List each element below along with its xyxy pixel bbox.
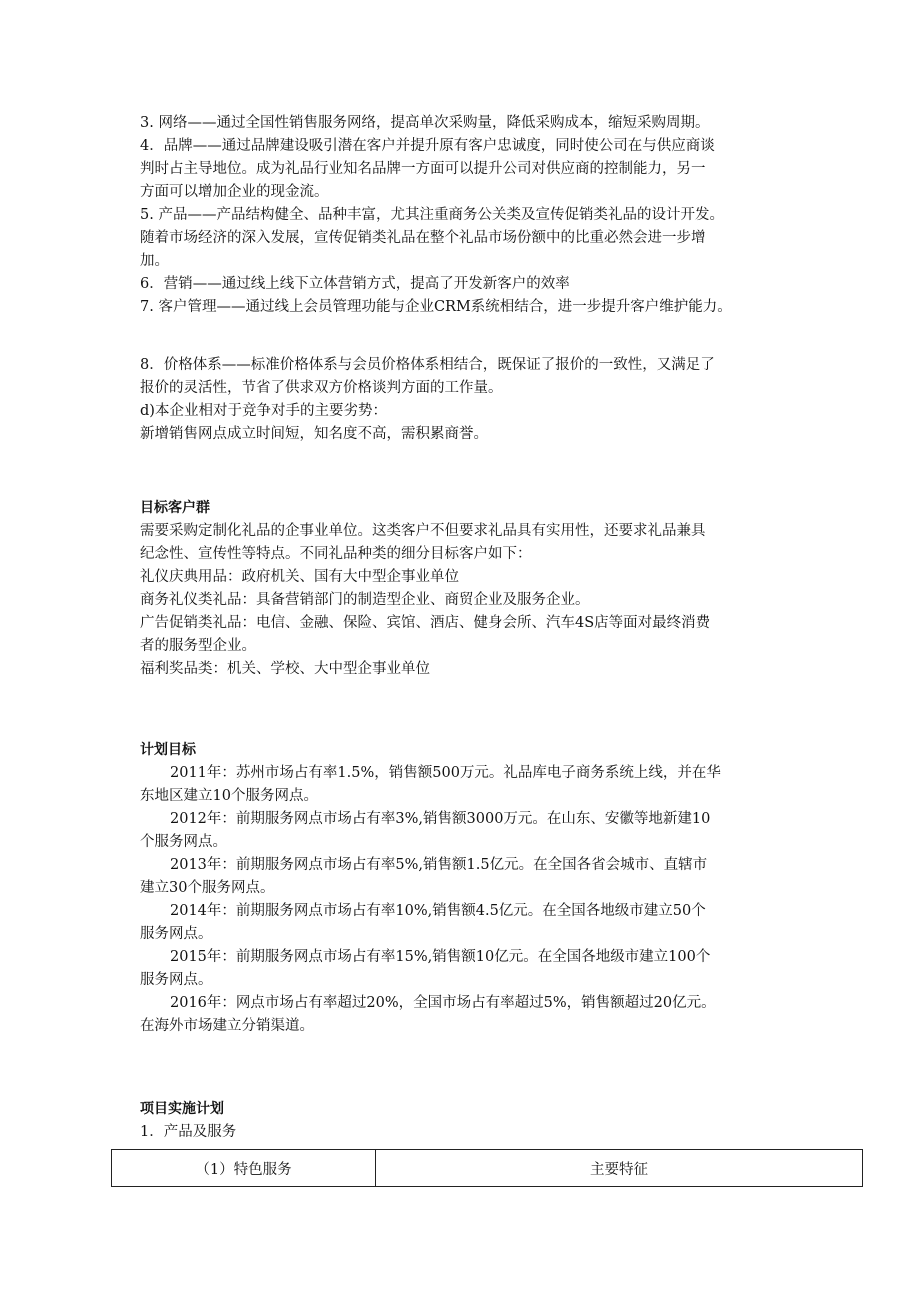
paragraph-line: 加。 bbox=[140, 253, 169, 269]
paragraph-line: 4．品牌——通过品牌建设吸引潜在客户并提升原有客户忠诚度，同时使公司在与供应商谈 bbox=[140, 138, 715, 154]
paragraph-line: 报价的灵活性，节省了供求双方价格谈判方面的工作量。 bbox=[140, 380, 503, 396]
paragraph-line: 3. 网络——通过全国性销售服务网络，提高单次采购量，降低采购成本，缩短采购周期。 bbox=[140, 115, 710, 131]
customers-section bbox=[140, 497, 790, 681]
paragraph-line: 广告促销类礼品：电信、金融、保险、宾馆、酒店、健身会所、汽车4S店等面对最终消费 bbox=[140, 615, 711, 631]
goals-section bbox=[140, 739, 790, 1038]
section-heading: 目标客户群 bbox=[140, 500, 210, 516]
paragraph-line: 2014年：前期服务网点市场占有率10%,销售额4.5亿元。在全国各地级市建立50个 bbox=[170, 903, 706, 919]
table-header-cell: （1）特色服务 bbox=[112, 1150, 376, 1187]
paragraph-line: 方面可以增加企业的现金流。 bbox=[140, 184, 329, 200]
paragraph-line: 建立30个服务网点。 bbox=[140, 880, 275, 896]
paragraph-line: 纪念性、宣传性等特点。不同礼品种类的细分目标客户如下： bbox=[140, 546, 532, 562]
paragraph-line: 6．营销——通过线上线下立体营销方式，提高了开发新客户的效率 bbox=[140, 276, 570, 292]
paragraph-line: 5. 产品——产品结构健全、品种丰富，尤其注重商务公关类及宣传促销类礼品的设计开发。 bbox=[140, 207, 724, 223]
paragraph-line: 2013年：前期服务网点市场占有率5%,销售额1.5亿元。在全国各省会城市、直辖市 bbox=[170, 857, 708, 873]
table-header-cell: 主要特征 bbox=[376, 1150, 863, 1187]
pricing-section bbox=[140, 354, 790, 446]
table-header-row bbox=[112, 1150, 863, 1187]
paragraph-line: 2016年：网点市场占有率超过20%，全国市场占有率超过5%，销售额超过20亿元。 bbox=[170, 995, 716, 1011]
subsection-heading: 1．产品及服务 bbox=[140, 1124, 237, 1140]
paragraph-line: 2012年：前期服务网点市场占有率3%,销售额3000万元。在山东、安徽等地新建10 bbox=[170, 811, 711, 827]
paragraph-line: 8．价格体系——标准价格体系与会员价格体系相结合，既保证了报价的一致性，又满足了 bbox=[140, 357, 715, 373]
paragraph-line: d)本企业相对于竞争对手的主要劣势： bbox=[140, 403, 387, 419]
paragraph-line: 2011年：苏州市场占有率1.5%，销售额500万元。礼品库电子商务系统上线，并在华 bbox=[170, 765, 721, 781]
paragraph-line: 在海外市场建立分销渠道。 bbox=[140, 1018, 314, 1034]
paragraph-line: 福利奖品类：机关、学校、大中型企事业单位 bbox=[140, 661, 430, 677]
paragraph-line: 需要采购定制化礼品的企事业单位。这类客户不但要求礼品具有实用性，还要求礼品兼具 bbox=[140, 523, 706, 539]
paragraph-line: 7. 客户管理——通过线上会员管理功能与企业CRM系统相结合，进一步提升客户维护能力。 bbox=[140, 299, 732, 315]
paragraph-line: 服务网点。 bbox=[140, 926, 213, 942]
paragraph-line: 2015年：前期服务网点市场占有率15%,销售额10亿元。在全国各地级市建立100个 bbox=[170, 949, 711, 965]
paragraph-line: 礼仪庆典用品：政府机关、国有大中型企事业单位 bbox=[140, 569, 459, 585]
section-heading: 计划目标 bbox=[140, 742, 196, 758]
section-heading: 项目实施计划 bbox=[140, 1101, 224, 1117]
paragraph-line: 商务礼仪类礼品：具备营销部门的制造型企业、商贸企业及服务企业。 bbox=[140, 592, 590, 608]
paragraph-line: 判时占主导地位。成为礼品行业知名品牌一方面可以提升公司对供应商的控制能力，另一 bbox=[140, 161, 706, 177]
advantages-section bbox=[140, 112, 790, 319]
paragraph-line: 随着市场经济的深入发展，宣传促销类礼品在整个礼品市场份额中的比重必然会进一步增 bbox=[140, 230, 706, 246]
paragraph-line: 者的服务型企业。 bbox=[140, 638, 256, 654]
paragraph-line: 服务网点。 bbox=[140, 972, 213, 988]
plan-section bbox=[140, 1098, 790, 1144]
paragraph-line: 东地区建立10个服务网点。 bbox=[140, 788, 318, 804]
paragraph-line: 新增销售网点成立时间短，知名度不高，需积累商誉。 bbox=[140, 426, 488, 442]
features-table bbox=[111, 1149, 863, 1187]
paragraph-line: 个服务网点。 bbox=[140, 834, 227, 850]
